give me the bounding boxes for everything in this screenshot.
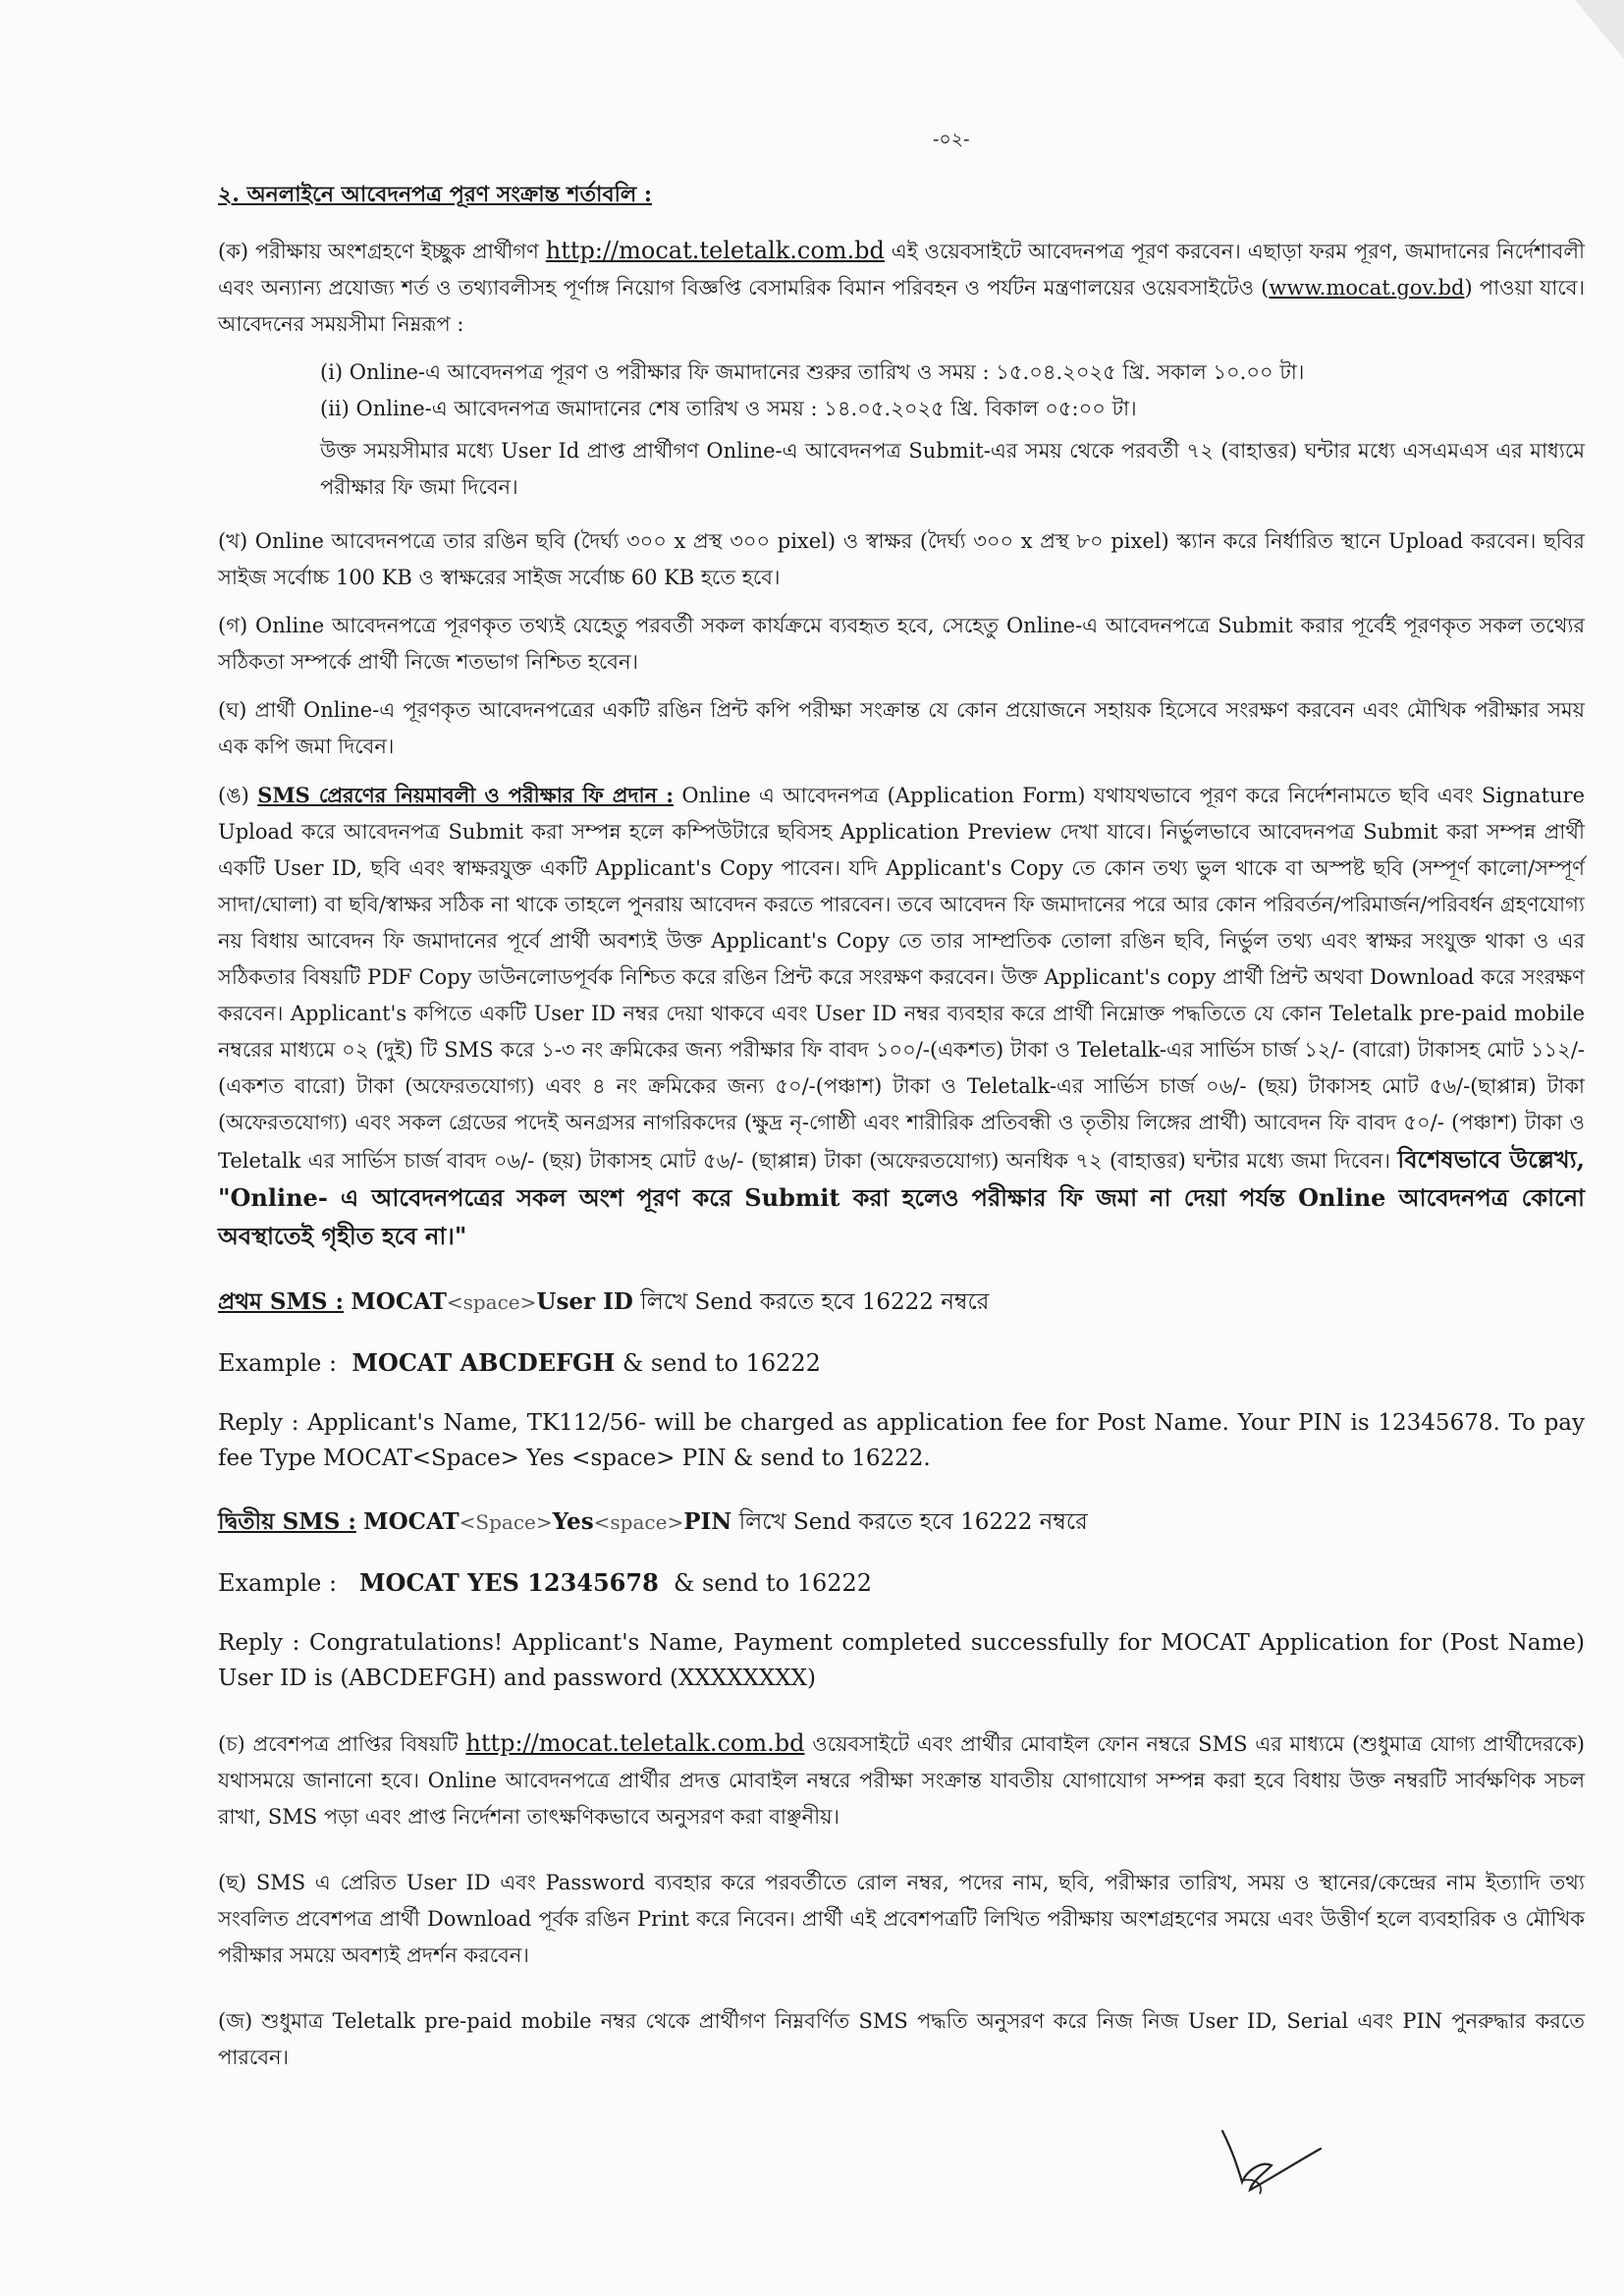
dates-note: উক্ত সময়সীমার মধ্যে User Id প্রাপ্ত প্রার্থীগণ Online-এ আবেদনপত্র Submit-এর সময় থেকে পরবর্তী ৭২ (বাহাত্তর) ঘন্টার মধ্যে এসএমএস এর মাধ্যমে পরীক্ষার ফি জমা দিবেন। (320, 439, 1585, 499)
paragraph-ka-end: ) পাওয়া যাবে। আবেদনের সময়সীমা নিম্নরূপ : (218, 276, 1585, 336)
second-sms-instruction (218, 1503, 1585, 1541)
first-sms-instruction (218, 1284, 1585, 1321)
first-sms-example (218, 1344, 1585, 1382)
teletalk-link[interactable]: http://mocat.teletalk.com.bd (465, 1729, 805, 1757)
important-note: বিশেষভাবে উল্লেখ্য, "Online- এ আবেদনপত্রের সকল অংশ পূরণ করে Submit করা হলেও পরীক্ষার ফি জমা না দেয়া পর্যন্ত Online আবেদনপত্র কোনো অবস্থাতেই গৃহীত হবে না।" (218, 1145, 1585, 1250)
example-tail: & send to 16222 (674, 1569, 873, 1597)
second-sms-heading: দ্বিতীয় SMS : (218, 1508, 356, 1535)
second-sms-tail: লিখে Send করতে হবে 16222 নম্বরে (731, 1509, 1088, 1535)
example-value: MOCAT YES 12345678 (358, 1568, 659, 1597)
page-fold-corner (1555, 0, 1624, 59)
space-token: <space> (593, 1510, 684, 1534)
first-sms-reply: Reply : Applicant's Name, TK112/56- will be charged as application fee for Post Name. Your PIN is 12345678. To pay fee Type MOCAT<Space> Yes <space> PIN & send to 16222. (218, 1410, 1585, 1471)
yes-token: Yes (552, 1508, 594, 1535)
second-sms-example (218, 1564, 1585, 1602)
paragraph-gha: (ঘ) প্রার্থী Online-এ পূরণকৃত আবেদনপত্রের একটি রঙিন প্রিন্ট কপি পরীক্ষা সংক্রান্ত যে কোন প্রয়োজনে সহায়ক হিসেবে সংরক্ষণ করবেন এবং মৌখিক পরীক্ষার সময় এক কপি জমা দিবেন। (218, 698, 1585, 758)
paragraph-ka-intro: (ক) পরীক্ষায় অংশগ্রহণে ইচ্ছুক প্রার্থীগণ (218, 240, 546, 263)
example-tail: & send to 16222 (622, 1349, 821, 1377)
sms-rules-title: SMS প্রেরণের নিয়মাবলী ও পরীক্ষার ফি প্রদান : (257, 783, 674, 807)
paragraph-kha: (খ) Online আবেদনপত্রে তার রঙিন ছবি (দৈর্ঘ্য ৩০০ x প্রস্থ ৩০০ pixel) ও স্বাক্ষর (দৈর্ঘ্য ৩০০ x প্রস্থ ৮০ pixel) স্ক্যান করে নির্ধারিত স্থানে Upload করবেন। ছবির সাইজ সর্বোচ্চ 100 KB ও স্বাক্ষরের সাইজ সর্বোচ্চ 60 KB হতে হবে। (218, 529, 1585, 589)
first-sms-heading: প্রথম SMS : (218, 1288, 345, 1315)
paragraph-uma-label: (ঙ) (218, 784, 258, 807)
section-heading: ২. অনলাইনে আবেদনপত্র পূরণ সংক্রান্ত শর্তাবলি : (218, 182, 653, 207)
paragraph-cha (218, 1725, 1585, 1835)
second-sms-reply: Reply : Congratulations! Applicant's Name, Payment completed successfully for MOCAT Application for (Post Name) User ID is (ABCDEFGH) and password (XXXXXXXX) (218, 1630, 1585, 1691)
teletalk-link[interactable]: http://mocat.teletalk.com.bd (545, 237, 885, 264)
first-sms-tail: লিখে Send করতে হবে 16222 নম্বরে (632, 1289, 990, 1315)
example-label: Example : (218, 1569, 338, 1597)
end-date-line: (ii) Online-এ আবেদনপত্র জমাদানের শেষ তারিখ ও সময় : ১৪.০৫.২০২৫ খ্রি. বিকাল ০৫:০০ টা। (320, 397, 1137, 420)
start-date-line: (i) Online-এ আবেদনপত্র পূরণ ও পরীক্ষার ফি জমাদানের শুরুর তারিখ ও সময় : ১৫.০৪.২০২৫ খ্রি. সকাল ১০.০০ টা। (320, 360, 1305, 384)
example-value: MOCAT ABCDEFGH (352, 1348, 616, 1377)
sms-code: MOCAT (351, 1288, 447, 1315)
space-token: <space> (446, 1290, 537, 1314)
paragraph-cha-body: ওয়েবসাইটে এবং প্রার্থীর মোবাইল ফোন নম্বরে SMS এর মাধ্যমে (শুধুমাত্র যোগ্য প্রার্থীদেরকে) যথাসময়ে জানানো হবে। Online আবেদনপত্রে প্রার্থীর প্রদত্ত মোবাইল নম্বরে পরীক্ষা সংক্রান্ত যাবতীয় যোগাযোগ সম্পন্ন করা হবে বিধায় উক্ত নম্বরটি সার্বক্ষণিক সচল রাখা, SMS পড়া এবং প্রাপ্ত নির্দেশনা তাৎক্ষণিকভাবে অনুসরণ করা বাঞ্ছনীয়। (218, 1732, 1585, 1829)
sms-code: MOCAT (363, 1508, 460, 1535)
paragraph-chha: (ছ) SMS এ প্রেরিত User ID এবং Password ব্যবহার করে পরবর্তীতে রোল নম্বর, পদের নাম, ছবি, পরীক্ষার তারিখ, সময় ও স্থানের/কেন্দ্রের নাম ইত্যাদি তথ্য সংবলিত প্রবেশপত্র প্রার্থী Download পূর্বক রঙিন Print করে নিবেন। প্রার্থী এই প্রবেশপত্রটি লিখিত পরীক্ষায় অংশগ্রহণের সময়ে এবং উত্তীর্ণ হলে ব্যবহারিক ও মৌখিক পরীক্ষার সময়ে অবশ্যই প্রদর্শন করবেন। (218, 1871, 1585, 1967)
page-number: -০২- (933, 129, 970, 150)
paragraph-uma (218, 777, 1585, 1256)
pin-token: PIN (683, 1508, 732, 1535)
signature-mark (1203, 2121, 1330, 2200)
paragraph-ga: (গ) Online আবেদনপত্রে পূরণকৃত তথ্যই যেহেতু পরবর্তী সকল কার্যক্রমে ব্যবহৃত হবে, সেহেতু Online-এ আবেদনপত্রে Submit করার পূর্বেই পূরণকৃত সকল তথ্যের সঠিকতা সম্পর্কে প্রার্থী নিজে শতভাগ নিশ্চিত হবেন। (218, 614, 1585, 674)
user-id-token: User ID (536, 1288, 633, 1315)
paragraph-uma-body: Online এ আবেদনপত্র (Application Form) যথাযথভাবে পূরণ করে নির্দেশনামতে ছবি এবং Signature Upload করে আবেদনপত্র Submit করা সম্পন্ন হলে কম্পিউটারে ছবিসহ Application Preview দেখা যাবে। নির্ভুলভাবে আবেদনপত্র Submit করা সম্পন্ন প্রার্থী একটি User ID, ছবি এবং স্বাক্ষরযুক্ত একটি Applicant's Copy পাবেন। যদি Applicant's Copy তে কোন তথ্য ভুল থাকে বা অস্পষ্ট ছবি (সম্পূর্ণ কালো/সম্পূর্ণ সাদা/ঘোলা) বা ছবি/স্বাক্ষর সঠিক না থাকে তাহলে পুনরায় আবেদন করতে পারবেন। তবে আবেদন ফি জমাদানের পরে আর কোন পরিবর্তন/পরিমার্জন/পরিবর্ধন গ্রহণযোগ্য নয় বিধায় আবেদন ফি জমাদানের পূর্বে প্রার্থী অবশ্যই উক্ত Applicant's Copy তে তার সাম্প্রতিক তোলা রঙিন ছবি, নির্ভুল তথ্য এবং স্বাক্ষর সংযুক্ত থাকা ও এর সঠিকতার বিষয়টি PDF Copy ডাউনলোডপূর্বক নিশ্চিত করে রঙিন প্রিন্ট করে সংরক্ষণ করবেন। উক্ত Applicant's copy প্রার্থী প্রিন্ট অথবা Download করে সংরক্ষণ করবেন। Applicant's কপিতে একটি User ID নম্বর দেয়া থাকবে এবং User ID নম্বর ব্যবহার করে প্রার্থী নিম্নোক্ত পদ্ধতিতে যে কোন Teletalk pre-paid mobile নম্বরের মাধ্যমে ০২ (দুই) টি SMS করে ১-৩ নং ক্রমিকের জন্য পরীক্ষার ফি বাবদ ১০০/-(একশত) টাকা ও Teletalk-এর সার্ভিস চার্জ ১২/- (বারো) টাকাসহ মোট ১১২/-(একশত বারো) টাকা (অফেরতযোগ্য) এবং ৪ নং ক্রমিকের জন্য ৫০/-(পঞ্চাশ) টাকা ও Teletalk-এর সার্ভিস চার্জ ০৬/- (ছয়) টাকাসহ মোট ৫৬/-(ছাপ্পান্ন) টাকা (অফেরতযোগ্য) এবং সকল গ্রেডের পদেই অনগ্রসর নাগরিকদের (ক্ষুদ্র নৃ-গোষ্ঠী এবং শারীরিক প্রতিবন্ধী ও তৃতীয় লিঙ্গের প্রার্থী) আবেদন ফি বাবদ ৫০/- (পঞ্চাশ) টাকা ও Teletalk এর সার্ভিস চার্জ বাবদ ০৬/- (ছয়) টাকাসহ মোট ৫৬/- (ছাপ্পান্ন) টাকা (অফেরতযোগ্য) অনধিক ৭২ (বাহাত্তর) ঘন্টার মধ্যে জমা দিবেন। (218, 784, 1585, 1173)
document-body (218, 177, 1585, 2088)
paragraph-cha-intro: (চ) প্রবেশপত্র প্রাপ্তির বিষয়টি (218, 1732, 466, 1756)
application-dates (320, 355, 1585, 427)
paragraph-ka-body: এই ওয়েবসাইটে আবেদনপত্র পূরণ করবেন। এছাড়া ফরম পূরণ, জমাদানের নির্দেশাবলী এবং অন্যান্য প্রযোজ্য শর্ত ও তথ্যাবলীসহ পূর্ণাঙ্গ নিয়োগ বিজ্ঞপ্তি বেসামরিক বিমান পরিবহন ও পর্যটন মন্ত্রণালয়ের ওয়েবসাইটেও ( (218, 240, 1585, 300)
space-token: <Space> (459, 1510, 553, 1534)
example-label: Example : (218, 1349, 338, 1377)
paragraph-ja: (জ) শুধুমাত্র Teletalk pre-paid mobile নম্বর থেকে প্রার্থীগণ নিম্নবর্ণিত SMS পদ্ধতি অনুসরণ করে নিজ নিজ User ID, Serial এবং PIN পুনরুদ্ধার করতে পারবেন। (218, 2009, 1585, 2069)
paragraph-ka (218, 233, 1585, 343)
mocat-gov-link[interactable]: www.mocat.gov.bd (1269, 276, 1465, 300)
